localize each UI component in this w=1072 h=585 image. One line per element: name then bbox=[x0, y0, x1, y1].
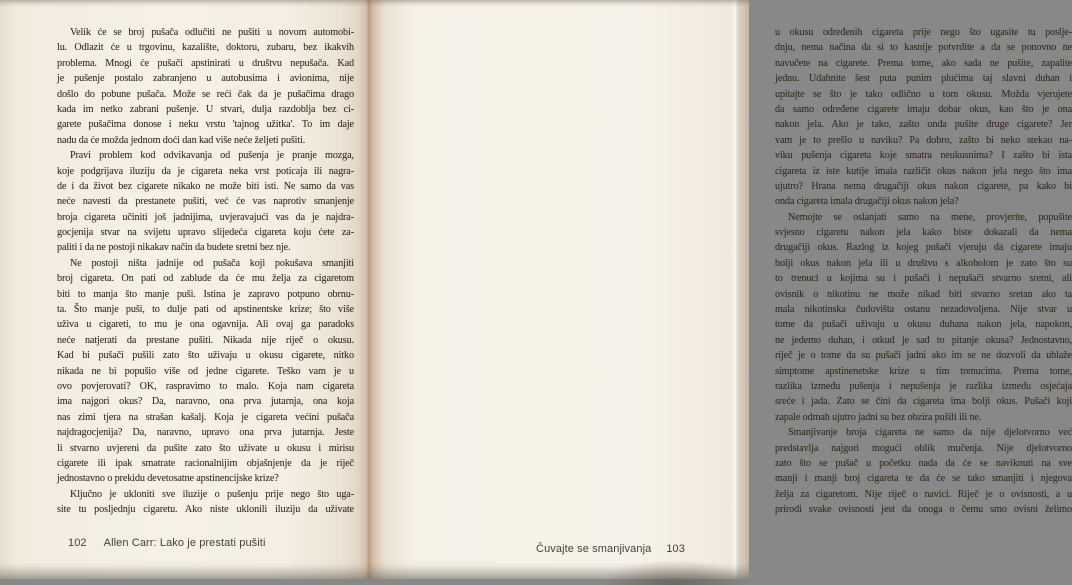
paragraph bbox=[775, 25, 1072, 210]
running-title-left: Allen Carr: Lako je prestati pušiti bbox=[103, 537, 266, 549]
text-line: jednu. Udahnite šest puta punim plućima taj slavni duhan i bbox=[775, 72, 1072, 85]
paragraph bbox=[775, 210, 1072, 425]
paragraph bbox=[57, 148, 354, 256]
text-line: u okusu određenih cigareta prije nego što ugasite tu poslje- bbox=[775, 26, 1072, 38]
text-line: onda cigareta imala drugačiji okus nakon jela? bbox=[775, 195, 959, 208]
text-line: navučete na cigarete. Prema tome, ako sada ne pušite, zapalite bbox=[775, 56, 1072, 69]
page-number-right: 103 bbox=[666, 543, 685, 555]
paragraph bbox=[57, 487, 354, 518]
text-line: bolji okus nakon jela ili u društvu s alkoholom je zato što su bbox=[775, 256, 1072, 269]
paragraph bbox=[57, 25, 354, 148]
text-line: simptome apstinenetske krize u tim trenucima. Prema tome, bbox=[775, 364, 1072, 377]
text-line: nikada ne bi popušio više od jedne cigarete. Teško vam je u bbox=[57, 364, 354, 377]
left-page-footer bbox=[68, 537, 266, 549]
text-line: jednostavno o prekidu devetosatne apstinencijske krize? bbox=[57, 472, 279, 485]
text-line: svjesno cigaretu nakon jela kako biste dokazali da nema bbox=[775, 226, 1072, 239]
text-line: Smanjivanje broja cigareta ne samo da nije djelotvorno već bbox=[787, 426, 1072, 439]
text-line: site tu posljednju cigaretu. Ako niste uklonili iluziju da uživate bbox=[57, 503, 354, 516]
text-line: upitajte se što je tako odlično u tom okusu. Možda vjerujete bbox=[775, 87, 1072, 100]
text-line: ta. Što manje puši, to dulje pati od apstinentske krize; što više bbox=[57, 303, 354, 316]
text-line: došlo do pobune pušača. Može se reći čak da je pušačima drago bbox=[57, 87, 354, 100]
text-line: želja za cigaretom. Nije riječ o navici. Riječ je o ovisnosti, a u bbox=[775, 487, 1072, 500]
text-line: kada im netko zabrani pušenje. U stvari, dulja razdoblja bez ci- bbox=[57, 102, 354, 115]
text-line: viku pušenja cigareta koje smatra neukusnima? I zašto bi ista bbox=[775, 149, 1072, 162]
text-line: predstavlja najgori mogući oblik mučenja. Nije djelotvorno bbox=[775, 441, 1072, 454]
page-number-left: 102 bbox=[68, 537, 87, 549]
text-line: broja cigareta učiniti još jadnijima, uvjeravajući vas da je najdra- bbox=[57, 210, 354, 223]
text-line: cigareta iz iste kutije imala različit okus nakon jela nego što ima bbox=[775, 164, 1072, 177]
text-line: Kad bi pušači pušili zato što uživaju u okusu cigarete, nitko bbox=[57, 349, 354, 362]
text-line: paliti i da ne postoji nikakav način da budete sretni bez nje. bbox=[57, 241, 291, 254]
right-page bbox=[371, 0, 1072, 579]
text-line: uživa u cigareti, to mu je ona ogavnija. Ali ovaj ga paradoks bbox=[57, 318, 354, 331]
text-line: nas zimi tjera na strašan kašalj. Koja je cigareta većini pušača bbox=[57, 410, 354, 423]
text-line: nadu da će možda jednom doći dan kad više neće željeti pušiti. bbox=[57, 133, 306, 146]
text-line: koje podgrijava iluziju da je cigareta neka vrst poticaja ili nagra- bbox=[57, 164, 354, 177]
text-line: ovisnik o nikotinu ne može nikad biti stvarno sretan ako ta bbox=[775, 287, 1072, 300]
text-line: sreće i jada. Zato se čini da cigareta ima bolji okus. Pušači koji bbox=[775, 395, 1072, 408]
text-line: nakon jela. Ako je tako, zašto onda pušite druge cigarete? Jer bbox=[775, 118, 1072, 131]
paragraph bbox=[775, 425, 1072, 517]
text-line: problema. Mnogi će pušači apstinirati u društvu nepušača. Kad bbox=[57, 56, 354, 69]
text-line: Nemojte se oslanjati samo na mene, provjerite, popušite bbox=[787, 210, 1072, 223]
text-line: zapale odmah ujutro jadni su bez obzira pušili ili ne. bbox=[775, 410, 982, 423]
running-title-right: Čuvajte se smanjivanja bbox=[536, 543, 652, 555]
text-line: ima najgori okus? Da, naravno, ona prva jutarnja, ona koja bbox=[57, 395, 354, 408]
right-page-footer bbox=[536, 543, 685, 555]
text-line: najdragocjenija? Da, naravno, upravo ona prva jutarnja. Jeste bbox=[57, 426, 354, 439]
text-line: ne jedemo duhan, i otkud je sad to pitanje okusa? Jednostavno, bbox=[775, 333, 1072, 346]
text-line: neće natjerati da prestane pušiti. Nikada nije riječ o okusu. bbox=[57, 333, 354, 346]
left-page bbox=[0, 0, 371, 579]
paragraph bbox=[57, 256, 354, 487]
text-line: drugačiji okus. Razlog iz kojeg pušači vjeruju da cigarete imaju bbox=[775, 241, 1072, 254]
text-line: ujutro? Hrana nema drugačiji okus nakon cigarete, pa kako bi bbox=[775, 179, 1072, 192]
text-line: prirodi svake ovisnosti jest da onoga o čemu smo ovisni želimo bbox=[775, 503, 1072, 516]
text-line: broj cigareta. On pati od zablude da će mu želja za cigaretom bbox=[57, 272, 354, 285]
text-line: lu. Odlazit će u trgovinu, kazalište, doktoru, zubaru, bez ikakvih bbox=[57, 41, 354, 54]
text-line: riječ je o tome da su pušači jadni ako im se ne dozvoli da ublaže bbox=[775, 349, 1072, 362]
text-line: de i da život bez cigarete nikako ne može biti isti. Ne samo da vas bbox=[57, 179, 354, 192]
text-line: li stvarno uvjereni da pušite zato što uživate u okusu i mirisu bbox=[57, 441, 354, 454]
text-line: gocjenija stvar na svijetu upravo slijedeća cigareta koju ćete za- bbox=[57, 226, 354, 239]
text-line: ovo povjerovati? OK, raspravimo to malo. Koja nam cigareta bbox=[57, 379, 354, 392]
left-text-column bbox=[57, 25, 354, 518]
text-line: Pravi problem kod odvikavanja od pušenja je pranje mozga, bbox=[69, 149, 354, 162]
text-line: biti to manja što manje puši. Istina je zapravo potpuno obrnu- bbox=[57, 287, 354, 300]
text-line: manji i manji broj cigareta te da će se tako smanjiti i njegova bbox=[775, 472, 1072, 485]
text-line: dnju, nema načina da si to kasnije potvrdite a da se ponovno ne bbox=[775, 41, 1072, 54]
text-line: Ključno je ukloniti sve iluzije o pušenju prije nego što uga- bbox=[69, 487, 354, 500]
right-text-column bbox=[775, 25, 1072, 518]
text-line: garete pušačima donose i neku vrstu 'tajnog užitka'. To im daje bbox=[57, 118, 354, 131]
text-line: Ne postoji ništa jadnije od pušača koji pokušava smanjiti bbox=[69, 256, 354, 269]
text-line: vam je to prešlo u naviku? Pa dobro, zašto bi neko stekao na- bbox=[775, 133, 1072, 146]
text-line: Velik će se broj pušača odlučiti ne pušiti u novom automobi- bbox=[69, 26, 354, 38]
text-line: da samo određene cigarete imaju dobar okus, kao što je ona bbox=[775, 102, 1072, 115]
text-line: tome da pušači uživaju u okusu duhana nakon jela, napokon, bbox=[775, 318, 1072, 331]
text-line: cigarete ili ipak smatrate racionalnijim objašnjenje da je riječ bbox=[57, 456, 354, 469]
text-line: zato što se pušač u početku nada da će se naviknuti na sve bbox=[775, 456, 1072, 469]
text-line: to trenuci u kojima su i pušači i nepušači stvarno sretni, ali bbox=[775, 272, 1072, 285]
text-line: razlika između pušenja i nepušenja je razlika između osjećaja bbox=[775, 379, 1072, 392]
text-line: mala nikotinska čudovišta ostanu nezadovoljena. Nije stvar u bbox=[775, 303, 1072, 316]
text-line: je pušenje postalo zabranjeno u autobusima i avionima, nije bbox=[57, 72, 354, 85]
text-line: neće navesti da prestanete pušiti, već će vas naprotiv smanjenje bbox=[57, 195, 354, 208]
